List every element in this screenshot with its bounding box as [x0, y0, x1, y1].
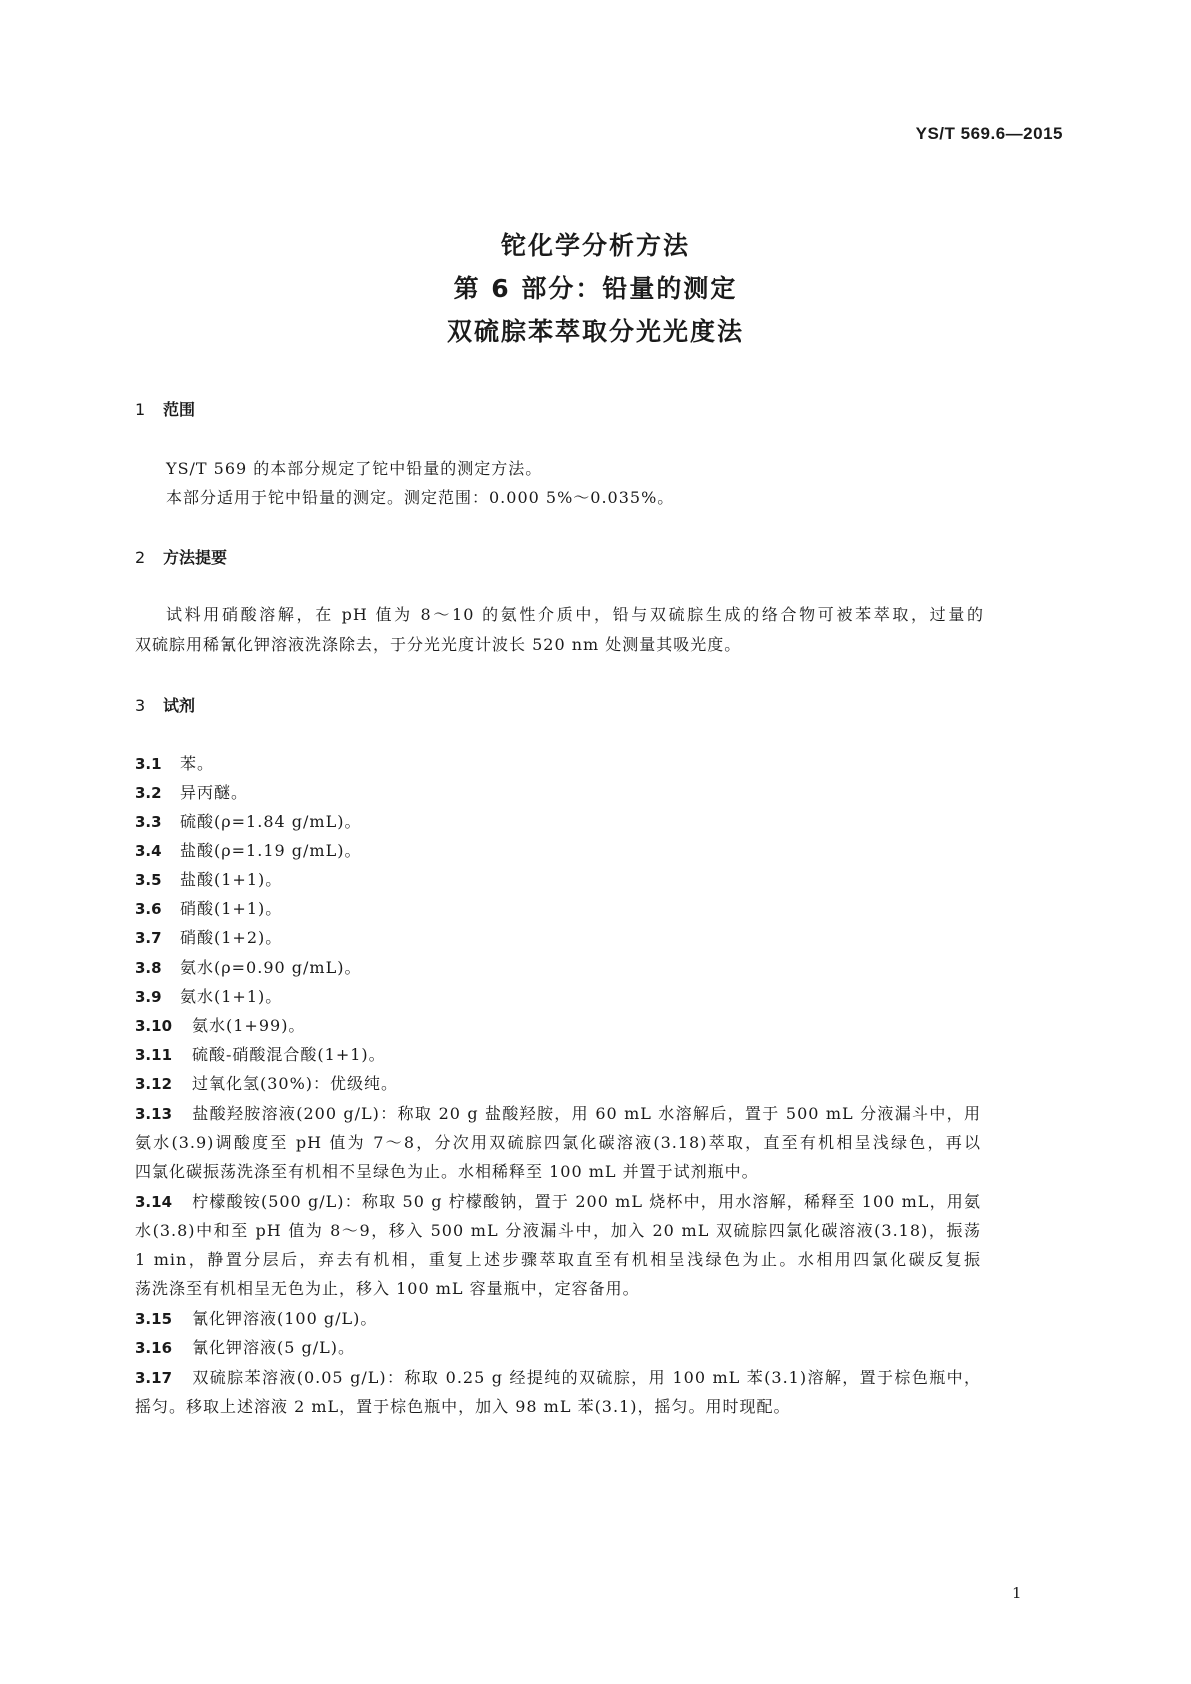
item-number: 3.10 [135, 1017, 173, 1035]
reagent-item [135, 984, 282, 1007]
item-text: 苯。 [180, 754, 215, 773]
reagent-item [135, 1101, 981, 1124]
item-continuation-line: 氨水(3.9)调酸度至 pH 值为 7～8，分次用双硫腙四氯化碳溶液(3.18)萃取，直至有机相呈浅绿色，再以 [135, 1133, 981, 1152]
item-continuation-line: 1 min，静置分层后，弃去有机相，重复上述步骤萃取直至有机相呈浅绿色为止。水相用四氯化碳反复振 [135, 1250, 981, 1269]
item-text: 过氧化氢(30%)：优级纯。 [192, 1074, 399, 1093]
section-1-paragraph: 本部分适用于铊中铅量的测定。测定范围：0.000 5%～0.035%。 [166, 488, 675, 507]
item-continuation-line: 摇匀。移取上述溶液 2 mL，置于棕色瓶中，加入 98 mL 苯(3.1)，摇匀。用时现配。 [135, 1397, 791, 1416]
item-text: 盐酸羟胺溶液(200 g/L)：称取 20 g 盐酸羟胺，用 60 mL 水溶解后，置于 500 mL 分液漏斗中，用 [192, 1104, 981, 1123]
item-number: 3.3 [135, 813, 162, 831]
title-line-3: 双硫腙苯萃取分光光度法 [446, 317, 744, 346]
item-number: 3.4 [135, 842, 162, 860]
section-title: 试剂 [163, 696, 196, 715]
section-number: 2 [135, 548, 146, 567]
section-title: 范围 [163, 400, 196, 419]
item-text: 双硫腙苯溶液(0.05 g/L)：称取 0.25 g 经提纯的双硫腙，用 100 mL 苯(3.1)溶解，置于棕色瓶中， [192, 1368, 981, 1387]
reagent-item [135, 896, 282, 919]
section-1-paragraph: YS/T 569 的本部分规定了铊中铅量的测定方法。 [166, 459, 543, 478]
section-3-heading [135, 693, 195, 716]
standard-code: YS/T 569.6—2015 [915, 124, 1063, 143]
reagent-item [135, 838, 361, 861]
section-number: 3 [135, 696, 146, 715]
reagent-item [135, 867, 282, 890]
item-text: 硫酸(ρ=1.84 g/mL)。 [180, 812, 362, 831]
item-number: 3.11 [135, 1046, 173, 1064]
item-number: 3.16 [135, 1339, 173, 1357]
item-number: 3.15 [135, 1310, 173, 1328]
title-line-2: 第 6 部分：铅量的测定 [453, 274, 738, 303]
reagent-item [135, 1189, 981, 1212]
item-text: 氨水(1+1)。 [180, 987, 283, 1006]
item-number: 3.8 [135, 959, 162, 977]
reagent-item [135, 955, 361, 978]
section-2-line: 双硫腙用稀氰化钾溶液洗涤除去，于分光光度计波长 520 nm 处测量其吸光度。 [135, 635, 742, 654]
item-text: 柠檬酸铵(500 g/L)：称取 50 g 柠檬酸钠，置于 200 mL 烧杯中，用水溶解，稀释至 100 mL，用氨 [192, 1192, 981, 1211]
item-text: 盐酸(ρ=1.19 g/mL)。 [180, 841, 362, 860]
section-2-heading [135, 545, 227, 568]
reagent-item [135, 809, 361, 832]
page-number: 1 [1012, 1584, 1022, 1602]
document-title [0, 224, 1191, 353]
item-text: 异丙醚。 [180, 783, 249, 802]
item-number: 3.17 [135, 1369, 173, 1387]
item-number: 3.5 [135, 871, 162, 889]
item-text: 硝酸(1+2)。 [180, 928, 283, 947]
reagent-item [135, 1335, 355, 1358]
section-2-line: 试料用硝酸溶解，在 pH 值为 8～10 的氨性介质中，铅与双硫腙生成的络合物可被苯萃取，过量的 [166, 605, 984, 624]
item-number: 3.6 [135, 900, 162, 918]
item-number: 3.9 [135, 988, 162, 1006]
title-line-1: 铊化学分析方法 [500, 231, 690, 260]
reagent-item [135, 780, 248, 803]
item-text: 硫酸-硝酸混合酸(1+1)。 [192, 1045, 386, 1064]
item-text: 氰化钾溶液(5 g/L)。 [192, 1338, 356, 1357]
reagent-item [135, 1306, 377, 1329]
item-continuation-line: 荡洗涤至有机相呈无色为止，移入 100 mL 容量瓶中，定容备用。 [135, 1279, 640, 1298]
item-number: 3.13 [135, 1105, 173, 1123]
item-text: 氨水(1+99)。 [192, 1016, 306, 1035]
item-text: 氰化钾溶液(100 g/L)。 [192, 1309, 378, 1328]
section-number: 1 [135, 400, 146, 419]
item-text: 氨水(ρ=0.90 g/mL)。 [180, 958, 362, 977]
item-number: 3.7 [135, 929, 162, 947]
item-number: 3.2 [135, 784, 162, 802]
item-number: 3.12 [135, 1075, 173, 1093]
item-number: 3.14 [135, 1193, 173, 1211]
item-continuation-line: 水(3.8)中和至 pH 值为 8～9，移入 500 mL 分液漏斗中，加入 20 mL 双硫腙四氯化碳溶液(3.18)，振荡 [135, 1221, 981, 1240]
reagent-item [135, 1071, 398, 1094]
section-1-heading [135, 397, 195, 420]
reagent-item [135, 751, 214, 774]
item-text: 硝酸(1+1)。 [180, 899, 283, 918]
reagent-item [135, 1365, 981, 1388]
item-text: 盐酸(1+1)。 [180, 870, 283, 889]
item-continuation-line: 四氯化碳振荡洗涤至有机相不呈绿色为止。水相稀释至 100 mL 并置于试剂瓶中。 [135, 1162, 759, 1181]
reagent-item [135, 925, 282, 948]
reagent-item [135, 1042, 386, 1065]
section-title: 方法提要 [163, 548, 228, 567]
item-number: 3.1 [135, 755, 162, 773]
reagent-item [135, 1013, 305, 1036]
